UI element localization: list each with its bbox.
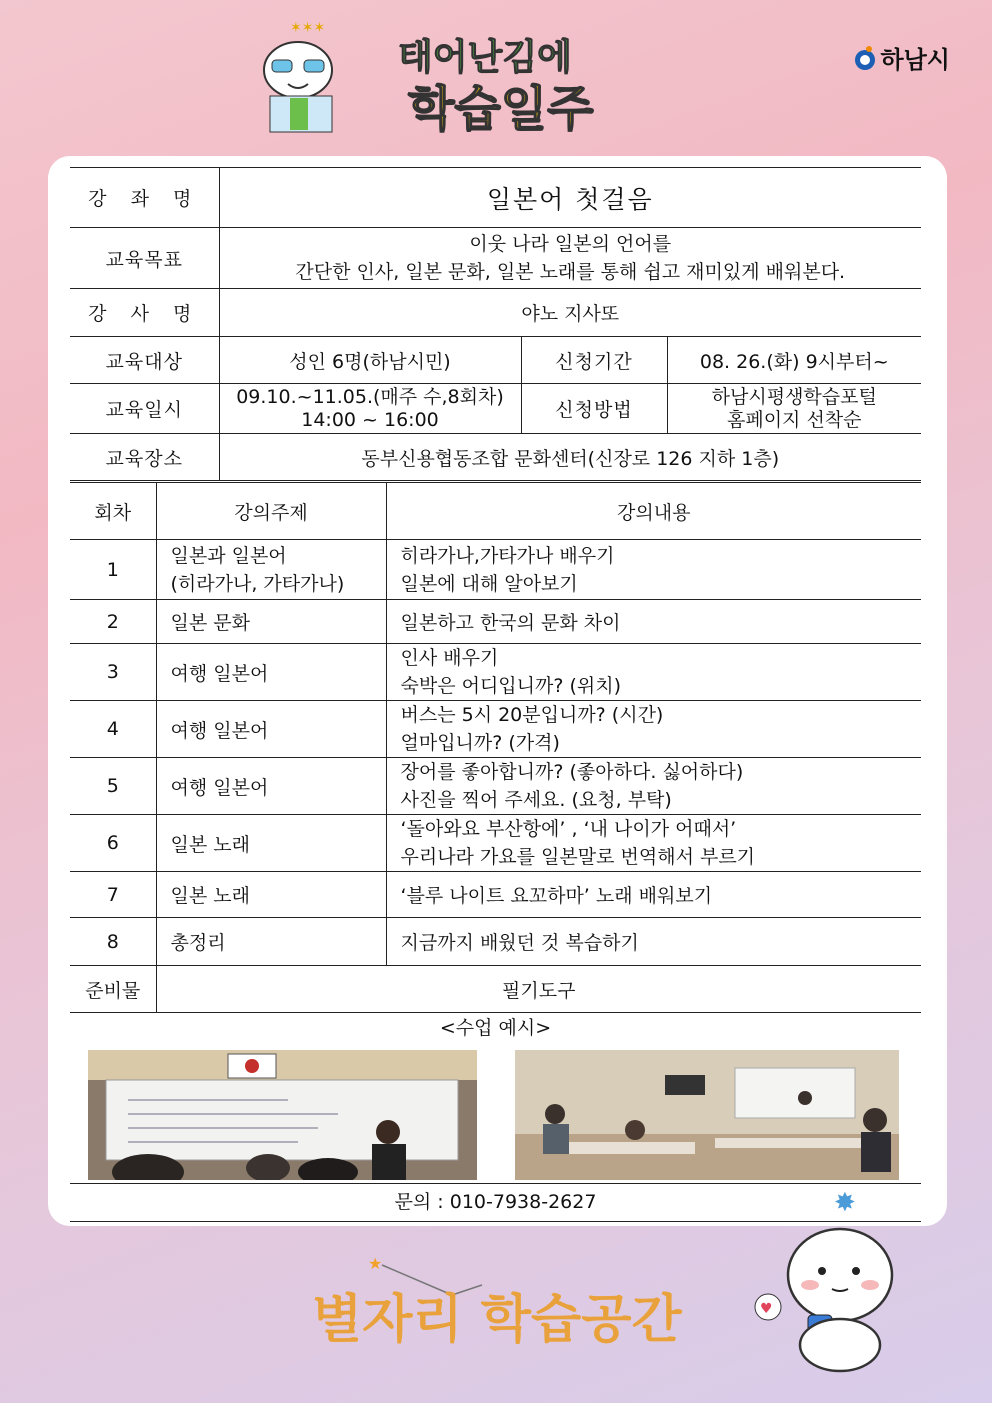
- svg-text:★: ★: [368, 1255, 383, 1273]
- table-row: [70, 540, 921, 600]
- session-topic: 여행 일본어: [156, 758, 386, 815]
- topic-header: 강의주제: [156, 483, 386, 540]
- instructor-name: 야노 지사또: [219, 289, 921, 337]
- svg-text:학습일주: 학습일주: [408, 81, 594, 135]
- svg-text:별자리 학습공간: 별자리 학습공간: [312, 1290, 682, 1350]
- session-number: 6: [70, 815, 156, 872]
- page-header: [0, 0, 992, 150]
- session-number: 2: [70, 600, 156, 644]
- session-topic: 총정리: [156, 918, 386, 966]
- session-header: 회차: [70, 483, 156, 540]
- table-row: [70, 644, 921, 701]
- svg-text:태어난김에: 태어난김에: [398, 37, 572, 78]
- session-topic: 일본 노래: [156, 815, 386, 872]
- apply-method-label: 신청방법: [521, 384, 667, 434]
- session-content: ‘돌아와요 부산항에’ , ‘내 나이가 어때서’ 우리나라 가요를 일본말로 번역해서 부르기: [386, 815, 921, 872]
- session-content: 히라가나,가타가나 배우기 일본에 대해 알아보기: [386, 540, 921, 600]
- table-row: [70, 701, 921, 758]
- contact-info: 문의 : 010-7938-2627: [70, 1183, 921, 1222]
- session-topic: 여행 일본어: [156, 644, 386, 701]
- session-number: 8: [70, 918, 156, 966]
- session-content: ‘블루 나이트 요꼬하마’ 노래 배워보기: [386, 872, 921, 918]
- hanam-city-logo: [854, 40, 950, 75]
- instructor-label: 강 사 명: [70, 289, 219, 337]
- course-info-table: [70, 167, 921, 481]
- session-number: 4: [70, 701, 156, 758]
- session-topic: 여행 일본어: [156, 701, 386, 758]
- table-row: [70, 758, 921, 815]
- place-value: 동부신용협동조합 문화센터(신장로 126 지하 1층): [219, 434, 921, 481]
- svg-text:✸: ✸: [834, 1188, 856, 1218]
- schedule-label: 교육일시: [70, 384, 219, 434]
- table-row: [70, 815, 921, 872]
- session-content: 인사 배우기 숙박은 어디입니까? (위치): [386, 644, 921, 701]
- target-value: 성인 6명(하남시민): [219, 337, 521, 384]
- session-number: 7: [70, 872, 156, 918]
- session-number: 5: [70, 758, 156, 815]
- session-number: 3: [70, 644, 156, 701]
- goal-label: 교육목표: [70, 228, 219, 289]
- apply-period-label: 신청기간: [521, 337, 667, 384]
- session-topic: 일본 노래: [156, 872, 386, 918]
- session-number: 1: [70, 540, 156, 600]
- session-content: 일본하고 한국의 문화 차이: [386, 600, 921, 644]
- schedule-value: 09.10.~11.05.(매주 수,8회차) 14:00 ~ 16:00: [219, 384, 521, 434]
- session-content: 지금까지 배웠던 것 복습하기: [386, 918, 921, 966]
- city-name: 하남시: [880, 46, 950, 74]
- materials-value: 필기도구: [156, 966, 921, 1013]
- session-content: 장어를 좋아합니까? (좋아하다. 싫어하다) 사진을 찍어 주세요. (요청, 부탁): [386, 758, 921, 815]
- mascot-phone-icon: [750, 1185, 910, 1375]
- curriculum-table: [70, 482, 921, 1013]
- table-row: [70, 872, 921, 918]
- apply-period-value: 08. 26.(화) 9시부터~: [667, 337, 921, 384]
- session-topic: 일본과 일본어 (히라가나, 가타가나): [156, 540, 386, 600]
- place-label: 교육장소: [70, 434, 219, 481]
- table-row: [70, 600, 921, 644]
- mascot-tourist-icon: [250, 18, 350, 138]
- content-header: 강의내용: [386, 483, 921, 540]
- session-topic: 일본 문화: [156, 600, 386, 644]
- session-content: 버스는 5시 20분입니까? (시간) 얼마입니까? (가격): [386, 701, 921, 758]
- city-symbol-icon: [854, 45, 876, 71]
- campaign-title-logo: [390, 25, 610, 135]
- class-photo-classroom: [515, 1050, 899, 1180]
- table-row: [70, 918, 921, 966]
- goal-value: 이웃 나라 일본의 언어를 간단한 인사, 일본 문화, 일본 노래를 통해 쉽고 재미있게 배워본다.: [219, 228, 921, 289]
- target-label: 교육대상: [70, 337, 219, 384]
- apply-method-value: 하남시평생학습포털 홈페이지 선착순: [667, 384, 921, 434]
- class-examples-label: <수업 예시>: [439, 1017, 552, 1039]
- course-name-label: 강 좌 명: [70, 168, 219, 228]
- materials-label: 준비물: [70, 966, 156, 1013]
- svg-text:♥: ♥: [760, 1301, 773, 1317]
- starlight-learning-space-logo: [312, 1255, 712, 1365]
- course-name: 일본어 첫걸음: [219, 168, 921, 228]
- class-photo-whiteboard: [88, 1050, 477, 1180]
- svg-text:✶✶✶: ✶✶✶: [290, 20, 326, 36]
